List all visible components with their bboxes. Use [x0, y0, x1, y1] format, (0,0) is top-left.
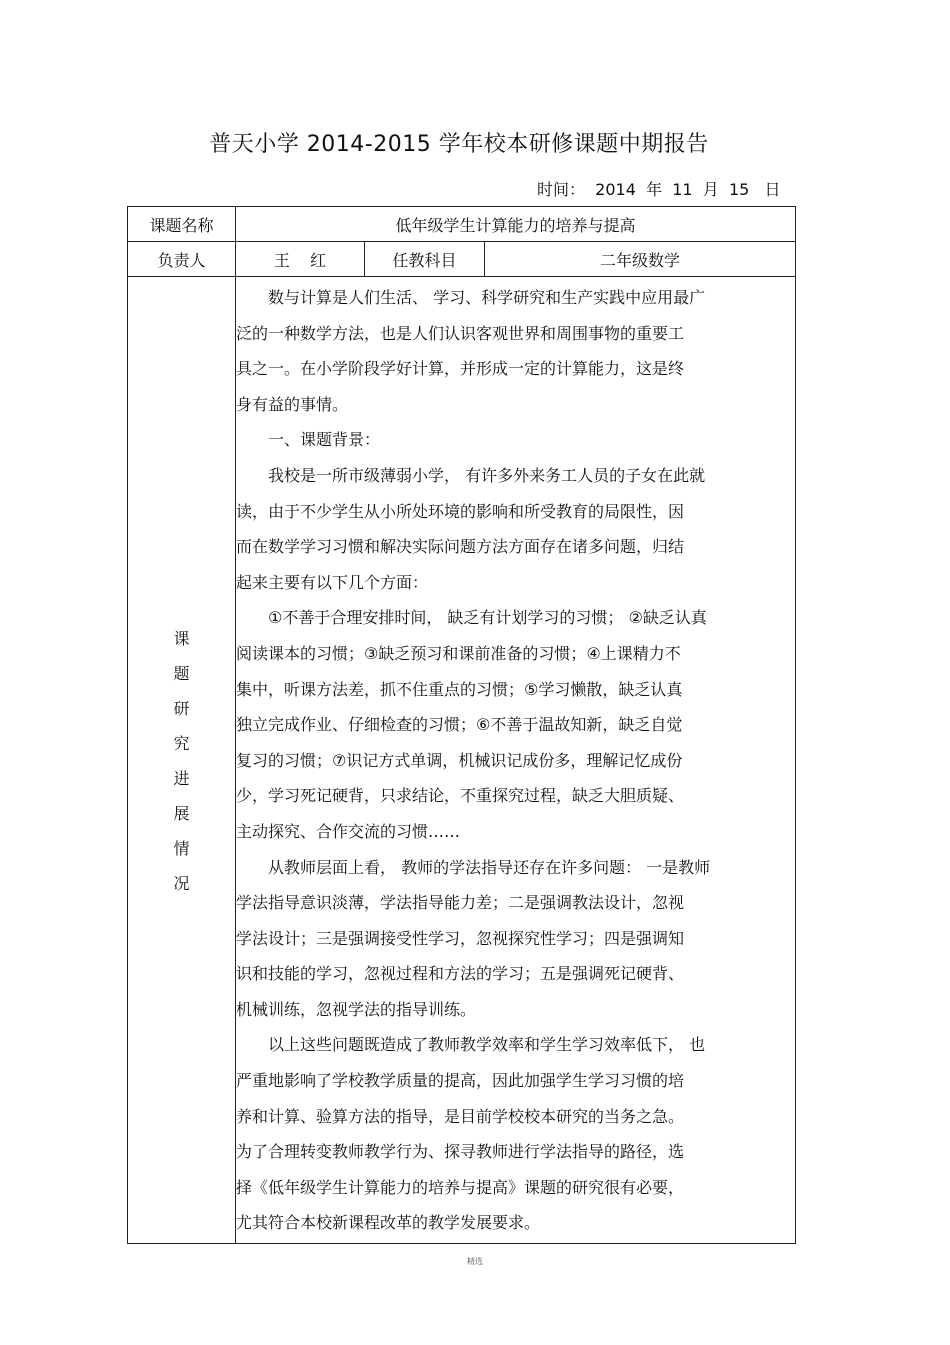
- text-line: 主动探究、合作交流的习惯……: [236, 821, 461, 841]
- topic-value: 低年级学生计算能力的培养与提高: [236, 207, 796, 242]
- text-line: 少，学习死记硬背，只求结论，不重探究过程，缺乏大胆质疑、: [236, 786, 685, 806]
- text-line: 为了合理转变教师教学行为、探寻教师进行学法指导的路径，选: [236, 1142, 685, 1162]
- text-line: 以上这些问题既造成了教师教学效率和学生学习效率低下， 也: [268, 1035, 706, 1055]
- leader-row: [128, 242, 796, 277]
- report-date: 时间： 2014 年 11 月 15 日: [537, 180, 781, 199]
- topic-label: 课题名称: [128, 207, 236, 242]
- text-line: 身有益的事情。: [236, 394, 349, 414]
- text-line: 而在数学学习习惯和解决实际问题方法方面存在诸多问题，归结: [236, 537, 685, 557]
- text-line: 我校是一所市级薄弱小学， 有许多外来务工人员的子女在此就: [268, 465, 706, 485]
- progress-label: [128, 619, 235, 901]
- text-line: 集中，听课方法差，抓不住重点的习惯；⑤学习懒散，缺乏认真: [236, 679, 683, 699]
- text-line: 起来主要有以下几个方面：: [236, 572, 429, 592]
- text-line: 泛的一种数学方法，也是人们认识客观世界和周围事物的重要工: [236, 323, 685, 343]
- progress-label-char: 课: [173, 629, 190, 649]
- progress-body-cell: [236, 277, 796, 1244]
- progress-label-char: 况: [173, 874, 190, 894]
- text-line: 识和技能的学习，忽视过程和方法的学习；五是强调死记硬背、: [236, 964, 685, 984]
- text-line: 从教师层面上看， 教师的学法指导还存在许多问题： 一是教师: [268, 857, 711, 877]
- text-line: ①不善于合理安排时间， 缺乏有计划学习的习惯； ②缺乏认真: [268, 608, 707, 628]
- text-line: 择《低年级学生计算能力的培养与提高》课题的研究很有必要，: [236, 1177, 685, 1197]
- text-line: 数与计算是人们生活、 学习、科学研究和生产实践中应用最广: [268, 288, 706, 307]
- text-line: 机械训练，忽视学法的指导训练。: [236, 999, 477, 1019]
- text-line: 具之一。在小学阶段学好计算，并形成一定的计算能力，这是终: [236, 359, 685, 379]
- text-line: 阅读课本的习惯；③缺乏预习和课前准备的习惯；④上课精力不: [236, 643, 681, 663]
- text-line: 养和计算、验算方法的指导，是目前学校校本研究的当务之急。: [236, 1106, 685, 1126]
- text-line: 学法设计；三是强调接受性学习，忽视探究性学习；四是强调知: [236, 928, 685, 948]
- progress-label-char: 题: [173, 664, 190, 684]
- text-line: 尤其符合本校新课程改革的教学发展要求。: [236, 1213, 541, 1233]
- progress-label-char: 研: [173, 699, 190, 719]
- report-title: 普天小学 2014-2015 学年校本研修课题中期报告: [209, 132, 709, 157]
- text-line: 一、课题背景：: [268, 430, 381, 450]
- progress-label-char: 情: [173, 839, 190, 859]
- progress-label-char: 进: [173, 769, 190, 789]
- progress-row: [128, 277, 796, 1244]
- text-line: 读，由于不少学生从小所处环境的影响和所受教育的局限性，因: [236, 501, 685, 521]
- progress-label-char: 展: [173, 804, 190, 824]
- leader-value: 王 红: [236, 242, 365, 277]
- text-line: 学法指导意识淡薄，学法指导能力差；二是强调教法设计，忽视: [236, 893, 685, 913]
- page-footer: 精选: [467, 1257, 483, 1266]
- subject-label: 任教科目: [365, 242, 485, 277]
- subject-value: 二年级数学: [485, 242, 796, 277]
- text-line: 严重地影响了学校教学质量的提高，因此加强学生学习习惯的培: [236, 1071, 685, 1091]
- text-line: 复习的习惯；⑦识记方式单调，机械识记成份多，理解记忆成份: [236, 750, 683, 770]
- report-table: [127, 206, 796, 1244]
- progress-label-cell: [128, 277, 236, 1244]
- topic-row: [128, 207, 796, 242]
- text-line: 独立完成作业、仔细检查的习惯；⑥不善于温故知新，缺乏自觉: [236, 715, 683, 735]
- progress-text: [236, 277, 795, 1243]
- progress-label-char: 究: [173, 734, 190, 754]
- leader-label: 负责人: [128, 242, 236, 277]
